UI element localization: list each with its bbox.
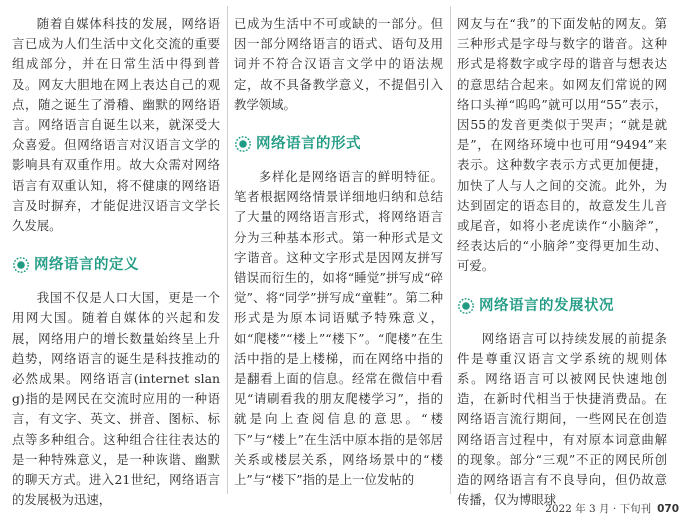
paragraph-continued: 网友与在“我”的下面发帖的网友。第三种形式是字母与数字的谐音。这种形式是将数字或字母的谐音与想表达的意思结合起来。如网友们常说的网络口头禅“呜呜”就可以用“55”表示，因55的发音更类似于哭声；“就是就是”，在网络环境中也可用“9494”来表示。这种数字表示方式更加便捷，加快了人与人之间的交流。此外，为达到固定的语态目的，故意发生儿音或尾音，如将小老虎读作“小脑斧”，经表达后的“小脑斧”变得更加生动、可爱。	[457, 16, 667, 274]
column-divider	[450, 6, 451, 494]
page-number: 070	[657, 503, 679, 515]
column-2	[234, 14, 443, 490]
section-heading-status	[457, 295, 667, 317]
paragraph-status: 网络语言可以持续发展的前提条件是尊重汉语言文学系统的规则体系。网络语言可以被网民快速地创造，在新时代相当于快捷消费品。在网络语言流行期间，一些网民在创造网络语言过程中，有对原本词意曲解的现象。部分“三观”不正的网民所创造的网络语言有不良导向，但仍故意传播，仅为博眼球	[457, 330, 667, 508]
paragraph-forms: 多样化是网络语言的鲜明特征。笔者根据网络情景详细地归纳和总结了大量的网络语言形式，将网络语言分为三种基本形式。第一种形式是文字谐音。这种文字形式是因网友拼写错误而衍生的，如将“睡觉”拼写成“碎觉”、将“同学”拼写成“童鞋”。第二种形式是为原本词语赋予特殊意义，如“爬楼”“楼上”“楼下”。“爬楼”在生活中指的是上楼梯，而在网络中指的是翻看上面的信息。经常在微信中看见“请刷看我的朋友爬楼学习”，指的就是向上查阅信息的意思。“楼下”与“楼上”在生活中原本指的是邻居关系或楼层关系，网络场景中的“楼上”与“楼下”指的是上一位发帖的	[234, 169, 443, 488]
dotted-circle-bullet-icon	[12, 256, 30, 274]
paragraph-continued: 已成为生活中不可或缺的一部分。但因一部分网络语言的语式、语句及用词并不符合汉语言文学中的语法规定，故不具备教学意义，不提倡引入教学领域。	[234, 16, 443, 112]
paragraph-definition: 我国不仅是人口大国，更是一个用网大国。随着自媒体的兴起和发展，网络用户的增长数量始终呈上升趋势，网络语言的诞生是科技推动的必然成果。网络语言(internet slang)指的是网民在交流时应用的一种语言，有文字、英文、拼音、图标、标点等多种组合。这种组合往往表达的是一种特殊意义，是一种诙谐、幽默的聊天方式。进入21世纪，网络语言的发展极为迅速，	[12, 290, 220, 508]
section-heading-text: 网络语言的定义	[34, 257, 139, 274]
issue-label: 2022 年 3 月 · 下旬刊	[545, 503, 652, 515]
section-heading-text: 网络语言的形式	[256, 135, 361, 152]
section-heading-text: 网络语言的发展状况	[479, 297, 614, 314]
dotted-circle-bullet-icon	[457, 297, 475, 315]
paragraph-intro: 随着自媒体科技的发展，网络语言已成为人们生活中文化交流的重要组成部分，并在日常生活中得到普及。网友大胆地在网上表达自己的观点，随之诞生了滑稽、幽默的网络语言。网络语言自诞生以来，就深受大众喜爱。但网络语言对汉语言文学的影响具有双重作用。故大众需对网络语言有双重认知，将不健康的网络语言及时摒弃，才能促进汉语言文学长久发展。	[12, 16, 220, 234]
column-divider	[227, 6, 228, 494]
section-heading-definition	[12, 254, 220, 276]
dotted-circle-bullet-icon	[234, 135, 252, 153]
column-3	[457, 14, 667, 510]
section-heading-forms	[234, 133, 443, 155]
page-footer	[545, 501, 679, 516]
column-1	[12, 14, 220, 510]
